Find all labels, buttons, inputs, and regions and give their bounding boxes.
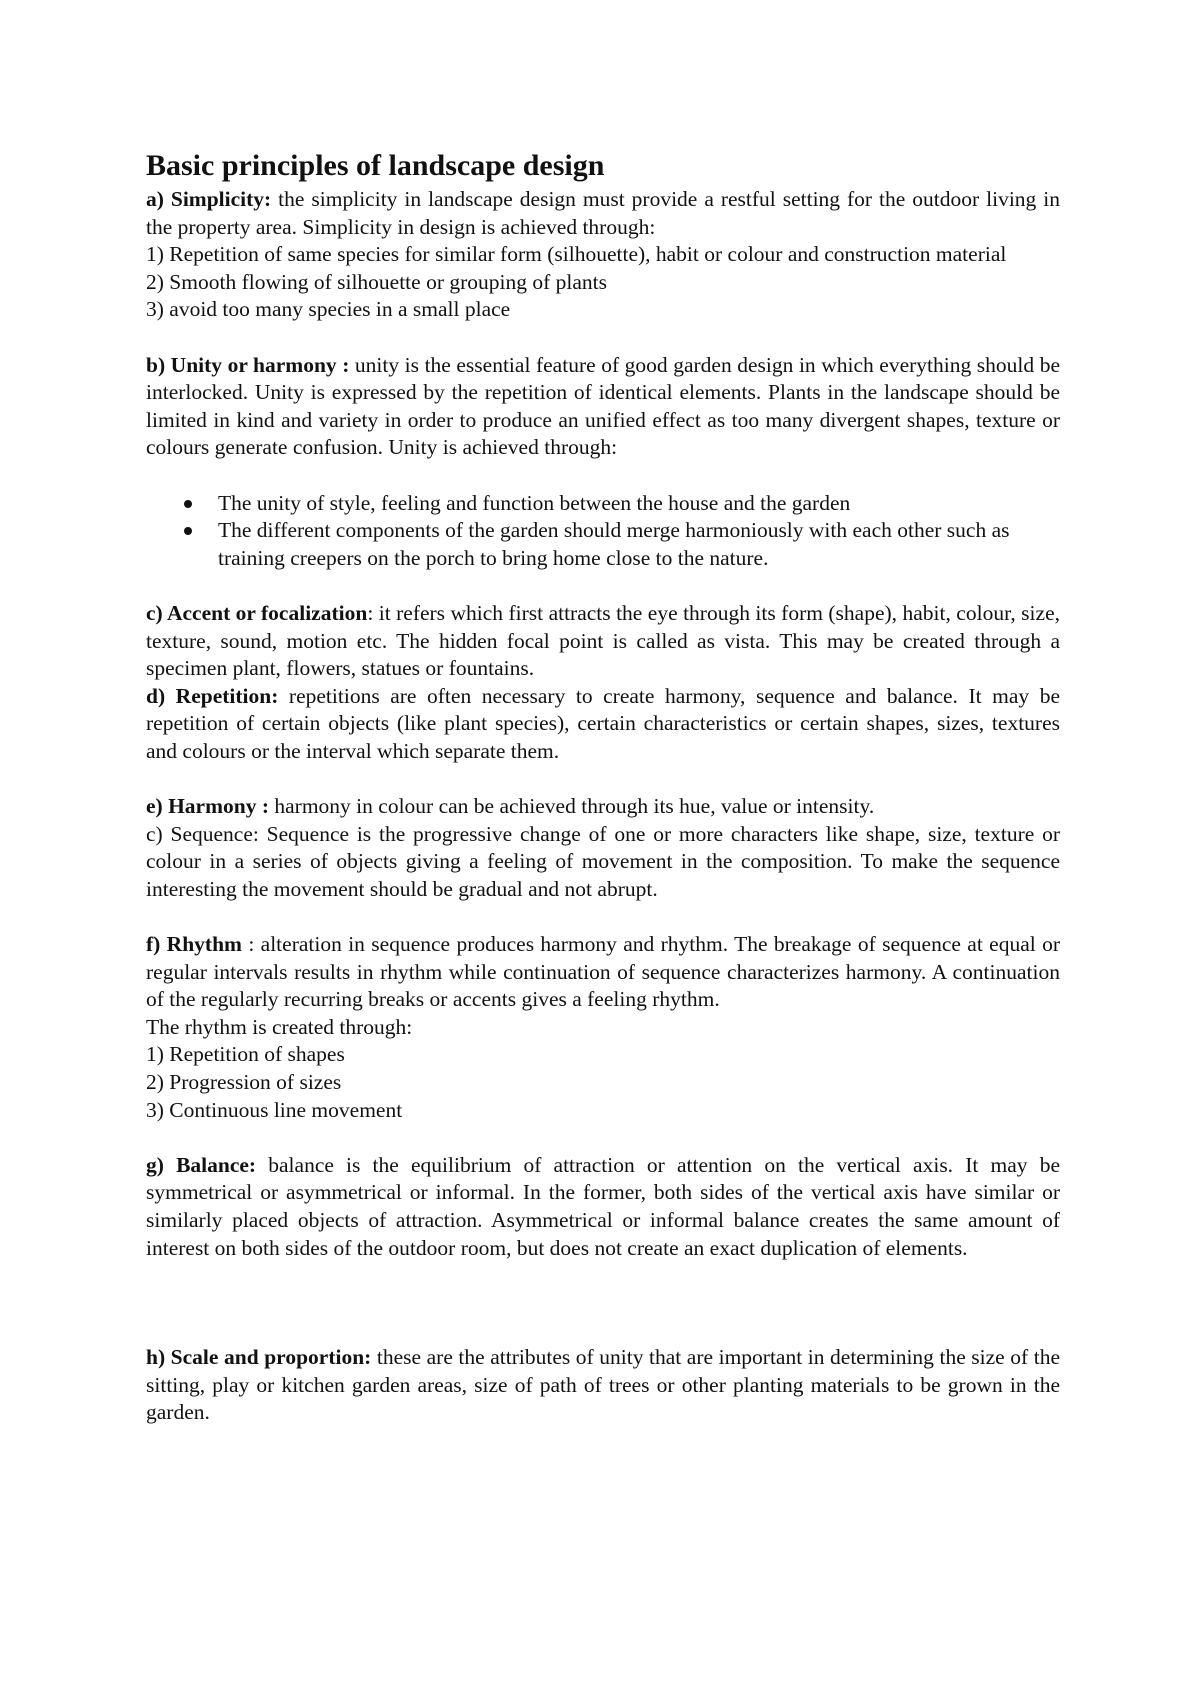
bullet-icon — [184, 527, 192, 535]
section-text: repetitions are often necessary to create harmony, sequence and balance. It may be repetition of certain objects (like plant species), certain characteristics or certain shapes, sizes, textures and colours or the interval which separate them. — [146, 683, 1060, 763]
section-heading: d) Repetition: — [146, 683, 279, 708]
section-harmony — [146, 793, 1060, 821]
section-text: the simplicity in landscape design must provide a restful setting for the outdoor living in the property area. Simplicity in design is achieved through: — [146, 187, 1060, 239]
document-title: Basic principles of landscape design — [146, 149, 605, 182]
list-item: 1) Repetition of shapes — [146, 1042, 345, 1067]
section-balance — [146, 1152, 1060, 1262]
section-rhythm — [146, 931, 1060, 1014]
section-text: : it refers which first attracts the eye through its form (shape), habit, colour, size, texture, sound, motion etc. The hidden focal point is called as vista. This may be created through a specimen plant, flowers, statues or fountains. — [146, 600, 1060, 681]
list-item: 2) Smooth flowing of silhouette or grouping of plants — [146, 269, 608, 294]
list-item-text: The different components of the garden should merge harmoniously with each other such as training creepers on the porch to bring home close to the nature. — [218, 518, 1010, 570]
section-text: these are the attributes of unity that are important in determining the size of the sitting, play or kitchen garden areas, size of path of trees or other planting materials to be grown in the garden. — [146, 1345, 1060, 1425]
section-heading: f) Rhythm — [146, 932, 242, 957]
list-item: 3) avoid too many species in a small place — [146, 297, 511, 322]
list-item: 2) Progression of sizes — [146, 1070, 342, 1094]
section-scale — [146, 1344, 1060, 1427]
section-unity — [146, 352, 1060, 462]
section-sequence: c) Sequence: Sequence is the progressive change of one or more characters like shape, size, texture or colour in a series of objects giving a feeling of movement in the composition. To make the sequence interesting the movement should be gradual and not abrupt. — [146, 821, 1060, 901]
bullet-list — [146, 490, 1060, 573]
bullet-icon — [184, 500, 192, 508]
section-heading: g) Balance: — [146, 1152, 257, 1177]
list-item — [146, 490, 1060, 518]
section-heading: h) Scale and proportion: — [146, 1345, 372, 1370]
section-text: harmony in colour can be achieved through its hue, value or intensity. — [269, 794, 875, 819]
list-item-text: The unity of style, feeling and function between the house and the garden — [218, 490, 851, 515]
section-text: : alteration in sequence produces harmony and rhythm. The breakage of sequence at equal or regular intervals results in rhythm while continuation of sequence characterizes harmony. A continuation of the regularly recurring breaks or accents gives a feeling rhythm. — [146, 932, 1060, 1012]
spacer — [146, 1124, 1060, 1152]
section-heading: b) Unity or harmony : — [146, 352, 350, 377]
section-text: balance is the equilibrium of attraction or attention on the vertical axis. It may be symmetrical or asymmetrical or informal. In the former, both sides of the vertical axis have similar or similarly placed objects of attraction. Asymmetrical or informal balance creates the same amount of interest on both sides of the outdoor room, but does not create an exact duplication of elements. — [146, 1152, 1060, 1260]
section-simplicity — [146, 186, 1060, 241]
spacer — [146, 324, 1060, 352]
section-heading: a) Simplicity: — [146, 187, 272, 211]
document-page — [146, 148, 1060, 1427]
list-item: 3) Continuous line movement — [146, 1097, 403, 1122]
list-item: 1) Repetition of same species for similar form (silhouette), habit or colour and construction material — [146, 242, 1007, 267]
section-accent — [146, 600, 1060, 683]
list-lead: The rhythm is created through: — [146, 1014, 413, 1039]
spacer — [146, 765, 1060, 793]
spacer — [146, 1262, 1060, 1344]
spacer — [146, 572, 1060, 600]
section-heading: c) Accent or focalization — [146, 600, 368, 625]
section-repetition — [146, 683, 1060, 766]
spacer — [146, 903, 1060, 931]
section-heading: e) Harmony : — [146, 794, 269, 819]
list-item — [146, 517, 1060, 572]
spacer — [146, 462, 1060, 490]
section-text: unity is the essential feature of good garden design in which everything should be interlocked. Unity is expressed by the repetition of identical elements. Plants in the landscape should be limited in kind and variety in order to produce an unified effect as too many divergent shapes, texture or colours generate confusion. Unity is achieved through: — [146, 352, 1060, 460]
